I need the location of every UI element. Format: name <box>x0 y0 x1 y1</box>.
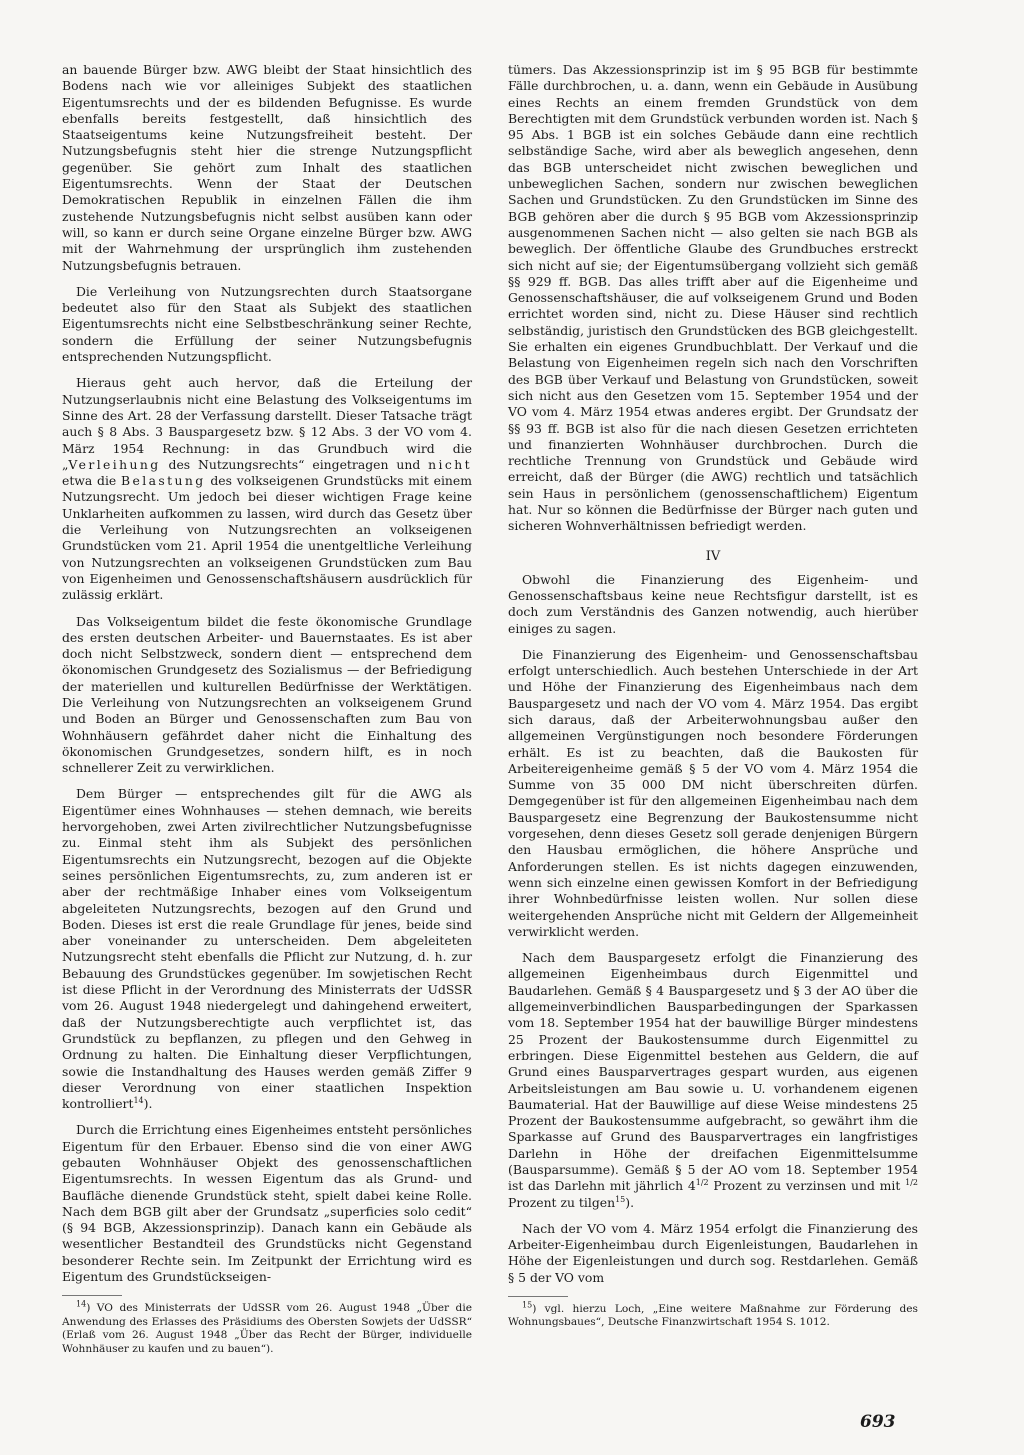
paragraph: Nach der VO vom 4. März 1954 erfolgt die Finanzierung des Arbeiter-Eigenheimbau durch Eigenleistungen, Baudarlehen in Höhe der Eigenleistungen und durch sog. Restdarlehen. Gemäß § 5 der VO vom <box>508 1220 918 1285</box>
footnote-ref: 15 <box>615 1194 626 1204</box>
left-column <box>62 62 472 1356</box>
text-run: Prozent zu verzinsen und mit <box>708 1178 906 1194</box>
paragraph: Durch die Errichtung eines Eigenheimes entsteht persönliches Eigentum für den Erbauer. Ebenso sind die von einer AWG gebauten Wohnhäuser Objekt des genossenschaftlichen Eigentumsrechts. In wessen Eigentum das als Grund- und Baufläche dienende Grundstück steht, spielt dabei keine Rolle. Nach dem BGB gilt aber der Grundsatz „superficies solo cedit“ (§ 94 BGB, Akzessionsprinzip). Danach kann ein Gebäude als wesentlicher Bestandteil des Grundstücks nicht Gegenstand besonderer Rechte sein. Im Zeitpunkt der Errichtung wird es Eigentum des Grundstückseigen- <box>62 1122 472 1285</box>
right-column <box>508 62 918 1330</box>
text-run: Prozent zu tilgen <box>508 1194 616 1210</box>
fraction: 1/2 <box>905 1178 918 1188</box>
fraction: 1/2 <box>695 1178 709 1188</box>
text-run: Nach dem Bauspargesetz erfolgt die Finanzierung des allgemeinen Eigenheimbaus durch Eigenmittel und Baudarlehen. Gemäß § 4 Bauspargesetz und § 3 der AO über die allgemeinverbindlichen Bausparbedingungen der Sparkassen vom 18. September 1954 hat der bauwillige Bürger mindestens 25 Prozent der Baukostensumme durch Eigenmittel zu erbringen. Diese Eigenmittel bestehen aus Geldern, die auf Grund eines Bausparvertrages gespart wurden, aus eigenen Arbeitsleistungen am Bau sowie u. U. vorhandenem eigenen Baumaterial. Hat der Bauwillige auf diese Weise mindestens 25 Prozent der Baukostensumme aufgebracht, so gewährt ihm die Sparkasse auf Grund des Bausparvertrages ein langfristiges Darlehn in Höhe der dreifachen Eigenmittelsumme (Bausparsumme). Gemäß § 5 der AO vom 18. September 1954 ist das Darlehn mit jährlich 4 <box>508 950 918 1194</box>
text-run: des volkseigenen Grundstücks mit einem Nutzungsrecht. Um jedoch bei dieser wichtigen Frage keine Unklarheiten aufkommen zu lassen, wird durch das Gesetz über die Verleihung von Nutzungsrechten an volkseigenen Grundstücken vom 21. April 1954 die unentgeltliche Verleihung von Nutzungsrechten an volkseigenen Grundstücken zum Bau von Eigenheimen und Genossenschaftshäusern ausdrücklich für zulässig erklärt. <box>62 473 472 603</box>
paragraph <box>508 950 918 1211</box>
footnote <box>62 1299 472 1356</box>
paragraph <box>62 375 472 603</box>
text-run: ) VO des Ministerrats der UdSSR vom 26. August 1948 „Über die Anwendung des Erlasses des Präsidiums des Obersten Sowjets der UdSSR“ (Erlaß vom 26. August 1948 „Über das Recht der Bürger, individuelle Wohnhäuser zu kaufen und zu bauen“). <box>62 1302 472 1355</box>
text-run: des Nutzungsrechts“ eingetragen und <box>160 456 429 472</box>
paragraph: Die Finanzierung des Eigenheim- und Genossenschaftsbau erfolgt unterschiedlich. Auch bestehen Unterschiede in der Art und Höhe der Finanzierung des Eigenheimbaus nach dem Bauspargesetz und nach der VO vom 4. März 1954. Das ergibt sich daraus, daß der Arbeiterwohnungsbau außer den allgemeinen Vergünstigungen noch besondere Förderungen erhält. Es ist zu beachten, daß die Baukosten für Arbeitereigenheime gemäß § 5 der VO vom 4. März 1954 die Summe von 35 000 DM nicht überschreiten dürfen. Demgegenüber ist für den allgemeinen Eigenheimbau nach dem Bauspargesetz eine Begrenzung der Baukostensumme nicht vorgesehen, denn dieses Gesetz soll gerade denjenigen Bürgern den Hausbau ermöglichen, die höhere Ansprüche und Anforderungen stellen. Es ist nichts dagegen einzuwenden, wenn sich einzelne einen gewissen Komfort in der Befriedigung ihrer Wohnbedürfnisse leisten wollen. Nur sollen diese weitergehenden Ansprüche nicht mit Geldern der Allgemeinheit verwirklicht werden. <box>508 646 918 939</box>
page-number: 693 <box>860 1412 896 1432</box>
text-run: ). <box>625 1194 635 1210</box>
text-run: Hieraus geht auch hervor, daß die Erteilung der Nutzungserlaubnis nicht eine Belastung des Volkseigentums im Sinne des Art. 28 der Verfassung darstellt. Dieser Tatsache trägt auch § 8 Abs. 3 Bauspargesetz bzw. § 12 Abs. 3 der VO vom 4. März 1954 Rechnung: in das Grundbuch wird die „ <box>62 375 472 472</box>
footnote-text <box>508 1300 918 1330</box>
paragraph <box>62 786 472 1112</box>
section-heading: IV <box>705 548 721 564</box>
footnote-ref: 14 <box>133 1095 144 1105</box>
footnote-divider <box>508 1296 568 1297</box>
footnote-divider <box>62 1295 122 1296</box>
spaced-emphasis: Belastung <box>121 473 206 489</box>
text-run: ). <box>143 1096 153 1112</box>
text-run: etwa die <box>62 473 122 489</box>
footnote-number: 15 <box>522 1300 533 1310</box>
text-run: ) vgl. hierzu Loch, „Eine weitere Maßnahme zur Förderung des Wohnungsbaues“, Deutsche Finanzwirtschaft 1954 S. 1012. <box>508 1303 918 1329</box>
paragraph: Obwohl die Finanzierung des Eigenheim- und Genossenschaftsbaus keine neue Rechtsfigur darstellt, ist es doch zum Verständnis des Ganzen notwendig, auch hierüber einiges zu sagen. <box>508 571 918 636</box>
text-run: Dem Bürger — entsprechendes gilt für die AWG als Eigentümer eines Wohnhauses — stehen demnach, wie bereits hervorgehoben, zwei Arten zivilrechtlicher Nutzungsbefugnisse zu. Einmal steht ihm als Subjekt des persönlichen Eigentumsrechts ein Nutzungsrecht, bezogen auf die Objekte seines persönlichen Eigentumsrechts, zu, zum anderen ist er aber der rechtmäßige Inhaber eines vom Volkseigentum abgeleiteten Nutzungsrechts, bezogen auf den Grund und Boden. Dieses ist erst die reale Grundlage für jenes, beide sind aber voneinander zu unterscheiden. Dem abgeleiteten Nutzungsrecht steht ebenfalls die Pflicht zur Nutzung, d. h. zur Bebauung des Grundstückes gegenüber. Im sowjetischen Recht ist diese Pflicht in der Verordnung des Ministerrats der UdSSR vom 26. August 1948 niedergelegt und dahingehend erweitert, daß der Nutzungsberechtigte auch verpflichtet ist, das Grundstück zu bepflanzen, zu pflegen und den Gehweg in Ordnung zu halten. Die Einhaltung dieser Verpflichtungen, sowie die Instandhaltung des Hauses werden gemäß Ziffer 9 dieser Verordnung von einer staatlichen Inspektion kontrolliert <box>62 786 472 1112</box>
footnote-text <box>62 1299 472 1356</box>
paragraph: Die Verleihung von Nutzungsrechten durch Staatsorgane bedeutet also für den Staat als Subjekt des staatlichen Eigentumsrechts nicht eine Selbstbeschränkung seiner Rechte, sondern die Erfüllung der seiner Nutzungsbefugnis entsprechenden Nutzungspflicht. <box>62 283 472 365</box>
spaced-emphasis: nicht <box>428 456 472 472</box>
paragraph: tümers. Das Akzessionsprinzip ist im § 95 BGB für bestimmte Fälle durchbrochen, u. a. dann, wenn ein Gebäude in Ausübung eines Rechts an einem fremden Grundstück von dem Berechtigten mit dem Grundstück verbunden worden ist. Nach § 95 Abs. 1 BGB ist ein solches Gebäude dann eine rechtlich selbständige Sache, wird aber als beweglich angesehen, denn das BGB unterscheidet nicht zwischen beweglichen und unbeweglichen Sachen, sondern nur zwischen beweglichen Sachen und Grundstücken. Zu den Grundstücken im Sinne des BGB gehören aber die durch § 95 BGB vom Akzessionsprinzip ausgenommenen Sachen nicht — also gelten sie nach BGB als beweglich. Der öffentliche Glaube des Grundbuches erstreckt sich nicht auf sie; der Eigentumsübergang vollzieht sich gemäß §§ 929 ff. BGB. Das alles trifft aber auf die Eigenheime und Genossenschaftshäuser, die auf volkseigenem Grund und Boden errichtet worden sind, nicht zu. Diese Häuser sind rechtlich selbständig, juristisch den Grundstücken des BGB gleichgestellt. Sie erhalten ein eigenes Grundbuchblatt. Der Verkauf und die Belastung von Eigenheimen regeln sich nach den Vorschriften des BGB über Verkauf und Belastung von Grundstücken, soweit sich nicht aus den Gesetzen vom 15. September 1954 und der VO vom 4. März 1954 etwas anderes ergibt. Der Grundsatz der §§ 93 ff. BGB ist also für die nach diesen Gesetzen errichteten und finanzierten Wohnhäuser durchbrochen. Durch die rechtliche Trennung von Grundstück und Gebäude wird erreicht, daß der Bürger (die AWG) rechtlich und tatsächlich sein Haus in persönlichem (genossenschaftlichem) Eigentum hat. Nur so können die Bedürfnisse der Bürger nach guten und sicheren Wohnverhältnissen befriedigt werden. <box>508 62 918 534</box>
paragraph: an bauende Bürger bzw. AWG bleibt der Staat hinsichtlich des Bodens nach wie vor alleiniges Subjekt des staatlichen Eigentumsrechts und der es bildenden Befugnisse. Es wurde ebenfalls bereits festgestellt, daß hinsichtlich des Staatseigentums keine Nutzungsfreiheit besteht. Der Nutzungsbefugnis steht hier die strenge Nutzungspflicht gegenüber. Sie gehört zum Inhalt des staatlichen Eigentumsrechts. Wenn der Staat der Deutschen Demokratischen Republik in einzelnen Fällen die ihm zustehende Nutzungsbefugnis nicht selbst ausüben kann oder will, so kann er durch seine Organe einzelne Bürger bzw. AWG mit der Wahrnehmung der ursprünglich ihm zustehenden Nutzungsbefugnis betrauen. <box>62 62 472 273</box>
footnote <box>508 1300 918 1330</box>
footnote-number: 14 <box>76 1299 87 1309</box>
paragraph: Das Volkseigentum bildet die feste ökonomische Grundlage des ersten deutschen Arbeiter- und Bauernstaates. Es ist aber doch nicht Selbstzweck, sondern dient — entsprechend dem ökonomischen Grundgesetz des Sozialismus — der Befriedigung der materiellen und kulturellen Bedürfnisse der Werktätigen. Die Verleihung von Nutzungsrechten an volkseigenem Grund und Boden an Bürger und Genossenschaften zum Bau von Wohnhäusern gefährdet daher nicht die Einhaltung des ökonomischen Grundgesetzes, sondern hilft, es in noch schnellerer Zeit zu verwirklichen. <box>62 613 472 776</box>
spaced-emphasis: Verleihung <box>68 456 161 472</box>
